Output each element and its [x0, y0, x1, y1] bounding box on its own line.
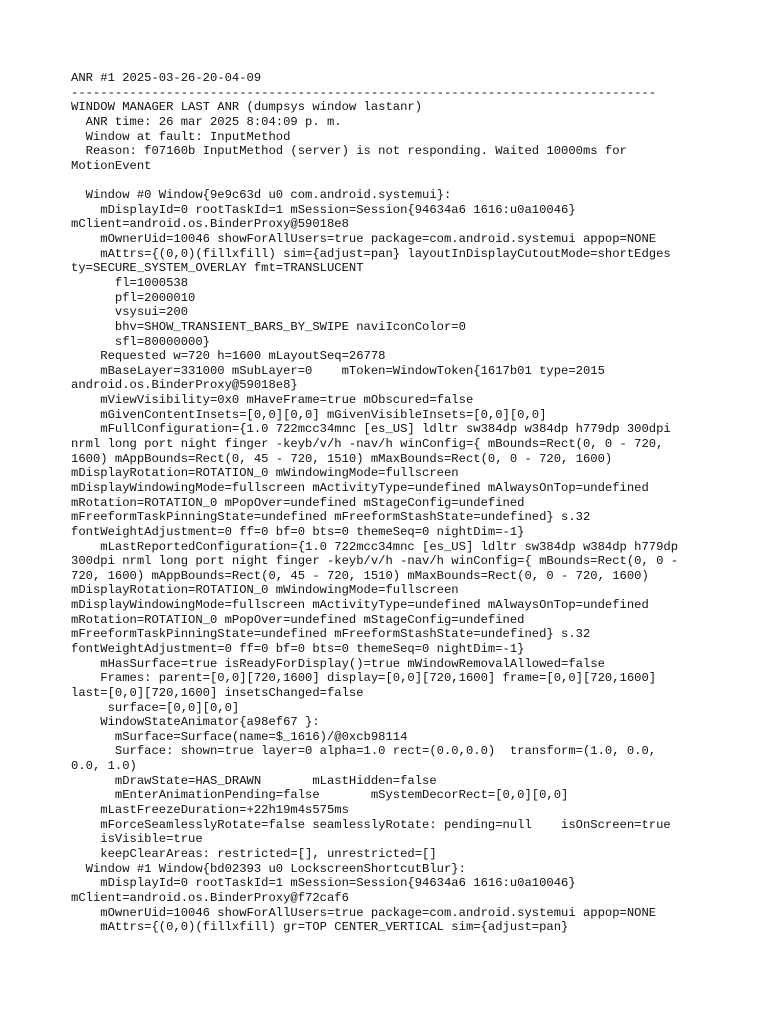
log-line: mDisplayRotation=ROTATION_0 mWindowingMode=fullscreen	[71, 466, 459, 481]
log-line: --------------------------------------------------------------------------------	[71, 85, 657, 100]
log-line: mRotation=ROTATION_0 mPopOver=undefined mStageConfig=undefined	[71, 612, 525, 627]
log-line: mDisplayWindowingMode=fullscreen mActivityType=undefined mAlwaysOnTop=undefined	[71, 598, 649, 613]
log-line: mEnterAnimationPending=false mSystemDecorRect=[0,0][0,0]	[71, 788, 569, 803]
log-line: fontWeightAdjustment=0 ff=0 bf=0 bts=0 themeSeq=0 nightDim=-1}	[71, 641, 525, 656]
log-line: 720, 1600) mAppBounds=Rect(0, 45 - 720, 1510) mMaxBounds=Rect(0, 0 - 720, 1600)	[71, 568, 649, 583]
log-line: mFullConfiguration={1.0 722mcc34mnc [es_US] ldltr sw384dp w384dp h779dp 300dpi	[71, 422, 671, 437]
log-line: 0.0, 1.0)	[71, 759, 137, 774]
log-line: Reason: f07160b InputMethod (server) is not responding. Waited 10000ms for	[71, 144, 627, 159]
log-line: mDisplayId=0 rootTaskId=1 mSession=Session{94634a6 1616:u0a10046}	[71, 202, 576, 217]
log-line: ANR #1 2025-03-26-20-04-09	[71, 71, 262, 85]
log-line: WINDOW MANAGER LAST ANR (dumpsys window lastanr)	[71, 100, 423, 115]
log-line: Window #1 Window{bd02393 u0 LockscreenShortcutBlur}:	[71, 861, 466, 876]
log-line: bhv=SHOW_TRANSIENT_BARS_BY_SWIPE naviIconColor=0	[71, 319, 466, 334]
log-line: mViewVisibility=0x0 mHaveFrame=true mObscured=false	[71, 393, 474, 408]
log-line: mOwnerUid=10046 showForAllUsers=true package=com.android.systemui appop=NONE	[71, 232, 657, 247]
log-line: mDisplayRotation=ROTATION_0 mWindowingMode=fullscreen	[71, 583, 459, 598]
log-line: mDrawState=HAS_DRAWN mLastHidden=false	[71, 773, 437, 788]
log-line: mBaseLayer=331000 mSubLayer=0 mToken=WindowToken{1617b01 type=2015	[71, 363, 605, 378]
log-line	[71, 173, 711, 188]
log-line: 1600) mAppBounds=Rect(0, 45 - 720, 1510) mMaxBounds=Rect(0, 0 - 720, 1600)	[71, 451, 613, 466]
log-line: mHasSurface=true isReadyForDisplay()=true mWindowRemovalAllowed=false	[71, 656, 605, 671]
log-line: ty=SECURE_SYSTEM_OVERLAY fmt=TRANSLUCENT	[71, 261, 364, 276]
log-line: mClient=android.os.BinderProxy@59018e8	[71, 217, 349, 232]
anr-log-document	[71, 71, 711, 935]
log-line: vsysui=200	[71, 305, 189, 320]
log-line: mSurface=Surface(name=$_1616)/@0xcb98114	[71, 729, 408, 744]
log-line: MotionEvent	[71, 158, 152, 173]
log-line: mAttrs={(0,0)(fillxfill) gr=TOP CENTER_VERTICAL sim={adjust=pan}	[71, 920, 569, 935]
log-line: mLastFreezeDuration=+22h19m4s575ms	[71, 803, 349, 818]
log-line: keepClearAreas: restricted=[], unrestricted=[]	[71, 846, 437, 861]
log-line: mRotation=ROTATION_0 mPopOver=undefined mStageConfig=undefined	[71, 495, 525, 510]
log-line: pfl=2000010	[71, 290, 196, 305]
log-line: android.os.BinderProxy@59018e8}	[71, 378, 298, 393]
log-line: Surface: shown=true layer=0 alpha=1.0 rect=(0.0,0.0) transform=(1.0, 0.0,	[71, 744, 657, 759]
log-line: surface=[0,0][0,0]	[71, 700, 240, 715]
log-line: WindowStateAnimator{a98ef67 }:	[71, 715, 320, 730]
log-line: fontWeightAdjustment=0 ff=0 bf=0 bts=0 themeSeq=0 nightDim=-1}	[71, 524, 525, 539]
log-line: mOwnerUid=10046 showForAllUsers=true package=com.android.systemui appop=NONE	[71, 905, 657, 920]
log-line: Window at fault: InputMethod	[71, 129, 291, 144]
log-line: mGivenContentInsets=[0,0][0,0] mGivenVisibleInsets=[0,0][0,0]	[71, 407, 547, 422]
log-line: nrml long port night finger -keyb/v/h -nav/h winConfig={ mBounds=Rect(0, 0 - 720,	[71, 437, 664, 452]
log-line: Window #0 Window{9e9c63d u0 com.android.systemui}:	[71, 188, 452, 203]
log-line: sfl=80000000}	[71, 334, 210, 349]
log-line: mDisplayId=0 rootTaskId=1 mSession=Session{94634a6 1616:u0a10046}	[71, 876, 576, 891]
log-line: mFreeformTaskPinningState=undefined mFreeformStashState=undefined} s.32	[71, 627, 591, 642]
log-line: mDisplayWindowingMode=fullscreen mActivityType=undefined mAlwaysOnTop=undefined	[71, 480, 649, 495]
log-line: mAttrs={(0,0)(fillxfill) sim={adjust=pan} layoutInDisplayCutoutMode=shortEdges	[71, 246, 671, 261]
log-line: mLastReportedConfiguration={1.0 722mcc34mnc [es_US] ldltr sw384dp w384dp h779dp	[71, 539, 679, 554]
log-line: mForceSeamlesslyRotate=false seamlesslyRotate: pending=null isOnScreen=true	[71, 817, 671, 832]
log-line: Frames: parent=[0,0][720,1600] display=[0,0][720,1600] frame=[0,0][720,1600]	[71, 671, 657, 686]
log-line: 300dpi nrml long port night finger -keyb/v/h -nav/h winConfig={ mBounds=Rect(0, 0 -	[71, 554, 679, 569]
log-line: ANR time: 26 mar 2025 8:04:09 p. m.	[71, 114, 342, 129]
log-line: fl=1000538	[71, 275, 189, 290]
log-line: isVisible=true	[71, 832, 203, 847]
log-line: Requested w=720 h=1600 mLayoutSeq=26778	[71, 349, 386, 364]
log-line: mClient=android.os.BinderProxy@f72caf6	[71, 890, 349, 905]
log-line: mFreeformTaskPinningState=undefined mFreeformStashState=undefined} s.32	[71, 510, 591, 525]
log-line: last=[0,0][720,1600] insetsChanged=false	[71, 685, 364, 700]
